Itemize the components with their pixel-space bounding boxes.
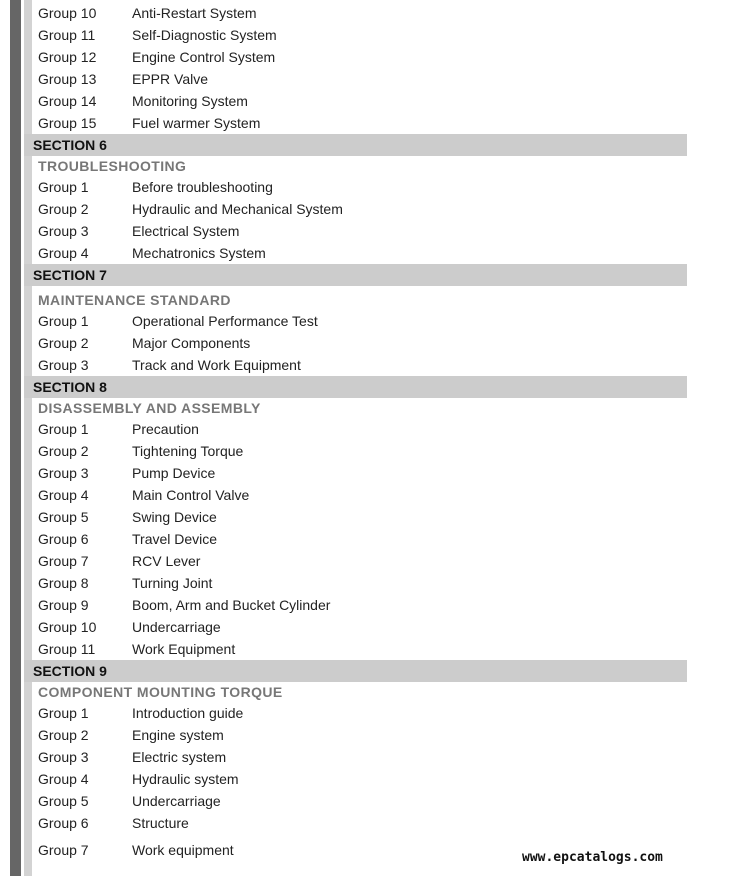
group-title: Major Components bbox=[132, 335, 251, 351]
toc-row[interactable] bbox=[24, 550, 687, 572]
group-number: Group 4 bbox=[38, 771, 89, 787]
group-title: RCV Lever bbox=[132, 553, 201, 569]
toc-row[interactable] bbox=[24, 112, 687, 134]
section-8-group-list bbox=[24, 418, 687, 660]
group-title: Introduction guide bbox=[132, 705, 244, 721]
group-number: Group 12 bbox=[38, 49, 97, 65]
group-number: Group 7 bbox=[38, 553, 89, 569]
group-number: Group 9 bbox=[38, 597, 89, 613]
toc-row[interactable] bbox=[24, 440, 687, 462]
group-number: Group 5 bbox=[38, 509, 89, 525]
group-title: Anti-Restart System bbox=[132, 5, 257, 21]
section-6-title[interactable]: TROUBLESHOOTING bbox=[38, 158, 187, 174]
group-title: Hydraulic system bbox=[132, 771, 239, 787]
group-number: Group 3 bbox=[38, 465, 89, 481]
group-number: Group 1 bbox=[38, 705, 89, 721]
group-title: Track and Work Equipment bbox=[132, 357, 301, 373]
group-number: Group 11 bbox=[38, 27, 96, 43]
toc-row[interactable] bbox=[24, 724, 687, 746]
toc-row[interactable] bbox=[24, 768, 687, 790]
toc-row[interactable] bbox=[24, 812, 687, 834]
group-title: Electrical System bbox=[132, 223, 240, 239]
group-number: Group 5 bbox=[38, 793, 89, 809]
toc-row[interactable] bbox=[24, 638, 687, 660]
toc-row[interactable] bbox=[24, 572, 687, 594]
group-title: Before troubleshooting bbox=[132, 179, 273, 195]
toc-row[interactable] bbox=[24, 242, 687, 264]
toc-row[interactable] bbox=[24, 790, 687, 812]
website-watermark: www.epcatalogs.com bbox=[522, 850, 663, 865]
section-9-header[interactable]: SECTION 9 bbox=[24, 660, 687, 682]
group-title: Fuel warmer System bbox=[132, 115, 261, 131]
group-title: Structure bbox=[132, 815, 189, 831]
section-8-header[interactable]: SECTION 8 bbox=[24, 376, 687, 398]
section-7-title[interactable]: MAINTENANCE STANDARD bbox=[38, 292, 231, 308]
toc-row[interactable] bbox=[24, 24, 687, 46]
toc-row[interactable] bbox=[24, 702, 687, 724]
section-6-group-list bbox=[24, 176, 687, 264]
group-number: Group 2 bbox=[38, 727, 89, 743]
group-number: Group 10 bbox=[38, 619, 97, 635]
group-title: Operational Performance Test bbox=[132, 313, 318, 329]
group-title: Precaution bbox=[132, 421, 199, 437]
group-title: Self-Diagnostic System bbox=[132, 27, 277, 43]
group-number: Group 3 bbox=[38, 749, 89, 765]
section-7-header[interactable]: SECTION 7 bbox=[24, 264, 687, 286]
section-9-title[interactable]: COMPONENT MOUNTING TORQUE bbox=[38, 684, 283, 700]
group-title: Turning Joint bbox=[132, 575, 213, 591]
group-title: Tightening Torque bbox=[132, 443, 244, 459]
group-number: Group 3 bbox=[38, 357, 89, 373]
group-title: EPPR Valve bbox=[132, 71, 208, 87]
group-title: Undercarriage bbox=[132, 619, 221, 635]
group-title: Swing Device bbox=[132, 509, 217, 525]
group-number: Group 1 bbox=[38, 421, 89, 437]
group-number: Group 2 bbox=[38, 335, 89, 351]
group-number: Group 15 bbox=[38, 115, 97, 131]
group-title: Monitoring System bbox=[132, 93, 248, 109]
group-number: Group 8 bbox=[38, 575, 89, 591]
toc-row[interactable] bbox=[24, 220, 687, 242]
toc-row[interactable] bbox=[24, 310, 687, 332]
group-number: Group 6 bbox=[38, 531, 89, 547]
group-number: Group 1 bbox=[38, 313, 89, 329]
group-title: Boom, Arm and Bucket Cylinder bbox=[132, 597, 331, 613]
group-title: Engine Control System bbox=[132, 49, 276, 65]
section-5-group-list bbox=[24, 2, 687, 134]
group-title: Hydraulic and Mechanical System bbox=[132, 201, 343, 217]
toc-row[interactable] bbox=[24, 176, 687, 198]
toc-row[interactable] bbox=[24, 746, 687, 768]
group-number: Group 4 bbox=[38, 245, 89, 261]
group-number: Group 2 bbox=[38, 443, 89, 459]
section-7-group-list bbox=[24, 310, 687, 376]
group-title: Travel Device bbox=[132, 531, 218, 547]
group-title: Electric system bbox=[132, 749, 227, 765]
group-title: Work equipment bbox=[132, 842, 234, 858]
toc-row[interactable] bbox=[24, 594, 687, 616]
group-number: Group 6 bbox=[38, 815, 89, 831]
group-title: Engine system bbox=[132, 727, 224, 743]
group-title: Work Equipment bbox=[132, 641, 236, 657]
group-title: Pump Device bbox=[132, 465, 216, 481]
section-6-header[interactable]: SECTION 6 bbox=[24, 134, 687, 156]
group-number: Group 3 bbox=[38, 223, 89, 239]
group-title: Main Control Valve bbox=[132, 487, 250, 503]
group-number: Group 14 bbox=[38, 93, 97, 109]
group-title: Mechatronics System bbox=[132, 245, 266, 261]
left-border-dark bbox=[10, 0, 21, 876]
toc-row[interactable] bbox=[24, 484, 687, 506]
toc-row[interactable] bbox=[24, 418, 687, 440]
toc-row[interactable] bbox=[24, 616, 687, 638]
group-number: Group 1 bbox=[38, 179, 89, 195]
table-of-contents bbox=[24, 2, 687, 861]
group-number: Group 13 bbox=[38, 71, 97, 87]
group-number: Group 4 bbox=[38, 487, 89, 503]
toc-row[interactable] bbox=[24, 506, 687, 528]
toc-row[interactable] bbox=[24, 332, 687, 354]
group-number: Group 7 bbox=[38, 842, 89, 858]
toc-row[interactable] bbox=[24, 90, 687, 112]
group-number: Group 10 bbox=[38, 5, 97, 21]
group-title: Undercarriage bbox=[132, 793, 221, 809]
toc-row[interactable] bbox=[24, 46, 687, 68]
group-number: Group 11 bbox=[38, 641, 96, 657]
toc-row[interactable] bbox=[24, 68, 687, 90]
section-9-group-list bbox=[24, 702, 687, 861]
toc-row[interactable] bbox=[24, 198, 687, 220]
group-number: Group 2 bbox=[38, 201, 89, 217]
section-8-title[interactable]: DISASSEMBLY AND ASSEMBLY bbox=[38, 400, 261, 416]
toc-row[interactable] bbox=[24, 462, 687, 484]
toc-row[interactable] bbox=[24, 2, 687, 24]
toc-row[interactable] bbox=[24, 528, 687, 550]
toc-row[interactable] bbox=[24, 354, 687, 376]
